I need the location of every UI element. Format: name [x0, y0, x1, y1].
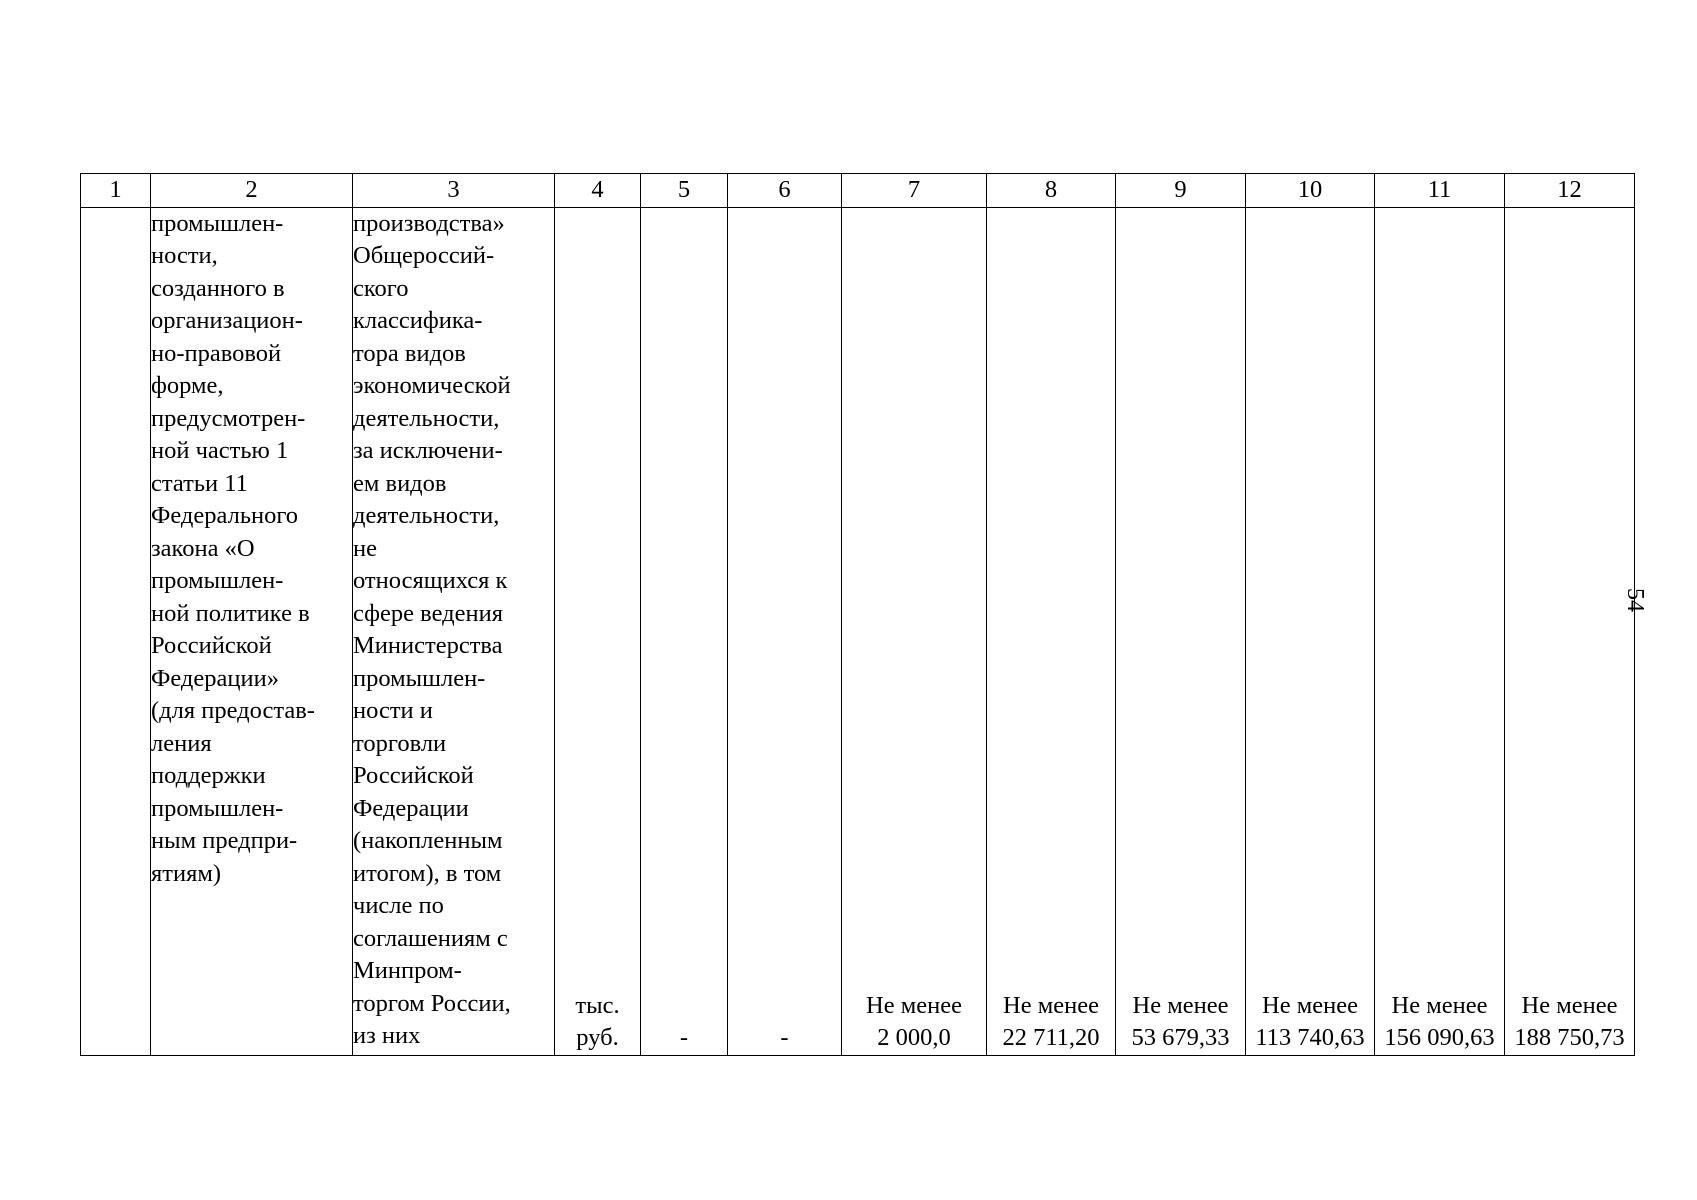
header-cell-7: 7: [842, 174, 987, 208]
header-cell-3: 3: [353, 174, 555, 208]
indicator-description-line: числе по: [353, 892, 444, 919]
header-cell-5: 5: [641, 174, 728, 208]
dash-value: -: [679, 1024, 689, 1051]
header-cell-4: 4: [555, 174, 641, 208]
indicator-description-line: за исключени-: [353, 437, 503, 464]
header-cell-6: 6: [728, 174, 842, 208]
unit-cell: [555, 207, 641, 1055]
indicator-description-line: классифика-: [353, 307, 483, 334]
header-cell-8: 8: [987, 174, 1116, 208]
indicator-description-line: экономической: [353, 372, 511, 399]
unit-line: тыс.: [575, 991, 620, 1019]
table-row: [81, 207, 1635, 1055]
indicator-description-line: сфере ведения: [353, 599, 503, 627]
indicator-name-line: но-правовой: [151, 339, 282, 367]
header-cell-10: 10: [1246, 174, 1375, 208]
value-line: 113 740,63: [1255, 1024, 1365, 1051]
indicator-description-line: Министерства: [353, 632, 503, 659]
value-line: 156 090,63: [1384, 1024, 1495, 1051]
indicator-description-line: торговли: [353, 729, 447, 757]
indicator-name-line: промышлен-: [151, 209, 284, 237]
indicator-description-line: производства»: [353, 209, 505, 237]
header-cell-12: 12: [1505, 174, 1635, 208]
indicator-description-line: соглашениям с: [353, 924, 508, 952]
indicator-name-line: предусмотрен-: [151, 404, 306, 432]
indicator-name-line: промышлен-: [151, 794, 284, 822]
value-cell-col12: [1505, 207, 1635, 1055]
header-cell-1: 1: [81, 174, 151, 208]
row-number-cell: [81, 207, 151, 1055]
indicator-name-line: Федерального: [151, 502, 299, 529]
header-row: [81, 174, 1635, 208]
indicator-description-line: Федерации: [353, 794, 469, 822]
value-cell-col9: [1116, 207, 1246, 1055]
indicator-description-line: Российской: [353, 762, 474, 789]
indicator-description-line: тора видов: [353, 339, 466, 367]
indicator-description-line: из них: [353, 1022, 421, 1049]
indicator-name-line: ности,: [151, 242, 218, 269]
header-cell-11: 11: [1375, 174, 1505, 208]
value-line: Не менее: [1391, 991, 1488, 1019]
indicator-name-line: ной политике в: [151, 599, 310, 627]
value-line: 2 000,0: [877, 1024, 951, 1051]
indicator-description-line: ем видов: [353, 469, 447, 497]
indicator-description-line: деятельности,: [353, 404, 500, 432]
indicator-description-line: Общероссий-: [353, 242, 495, 269]
value-line: Не менее: [1003, 991, 1099, 1019]
value-line: 53 679,33: [1131, 1024, 1230, 1051]
indicator-description-line: не: [353, 534, 377, 562]
indicator-description-line: торгом России,: [353, 989, 511, 1017]
value-cell-col11: [1375, 207, 1505, 1055]
indicator-name-line: (для предостав-: [151, 697, 315, 724]
indicator-description-line: Минпром-: [353, 957, 462, 984]
indicator-name-line: созданного в: [151, 274, 285, 302]
indicator-name-line: поддержки: [151, 762, 266, 789]
dash-value: -: [780, 1024, 789, 1051]
indicator-name-cell: [151, 207, 353, 1055]
indicator-name-line: форме,: [151, 372, 224, 399]
data-table: [80, 173, 1635, 1056]
value-line: 22 711,20: [1002, 1024, 1100, 1051]
indicator-name-line: ным предпри-: [151, 827, 298, 854]
indicator-name-line: закона «О: [151, 534, 255, 562]
indicator-name-line: ятиям): [151, 859, 222, 887]
indicator-description-line: относящихся к: [353, 567, 508, 594]
indicator-name-line: ления: [151, 729, 212, 757]
indicator-name-line: промышлен-: [151, 567, 284, 594]
indicator-name-line: ной частью 1: [151, 437, 289, 464]
value-cell-col6: [728, 207, 842, 1055]
indicator-description-line: итогом), в том: [353, 859, 502, 887]
page-number: 54: [1622, 588, 1648, 612]
value-cell-col8: [987, 207, 1116, 1055]
value-cell-col10: [1246, 207, 1375, 1055]
indicator-description-line: промышлен-: [353, 664, 486, 692]
indicator-name-line: организацион-: [151, 307, 303, 334]
indicator-description-line: (накопленным: [353, 827, 503, 854]
indicator-name-line: статьи 11: [151, 469, 248, 497]
value-line: Не менее: [1262, 991, 1358, 1019]
value-line: Не менее: [866, 991, 962, 1019]
value-cell-col7: [842, 207, 987, 1055]
indicator-description-line: ности и: [353, 697, 433, 724]
indicator-description-line: деятельности,: [353, 502, 500, 529]
indicator-description-line: ского: [353, 274, 409, 302]
value-line: Не менее: [1132, 991, 1229, 1019]
header-cell-9: 9: [1116, 174, 1246, 208]
unit-line: руб.: [576, 1024, 619, 1051]
header-cell-2: 2: [151, 174, 353, 208]
value-line: Не менее: [1521, 991, 1618, 1019]
indicator-name-line: Российской: [151, 632, 272, 659]
value-line: 188 750,73: [1514, 1024, 1625, 1051]
value-cell-col5: [641, 207, 728, 1055]
indicator-name-line: Федерации»: [151, 664, 279, 692]
indicator-description-cell: [353, 207, 555, 1055]
